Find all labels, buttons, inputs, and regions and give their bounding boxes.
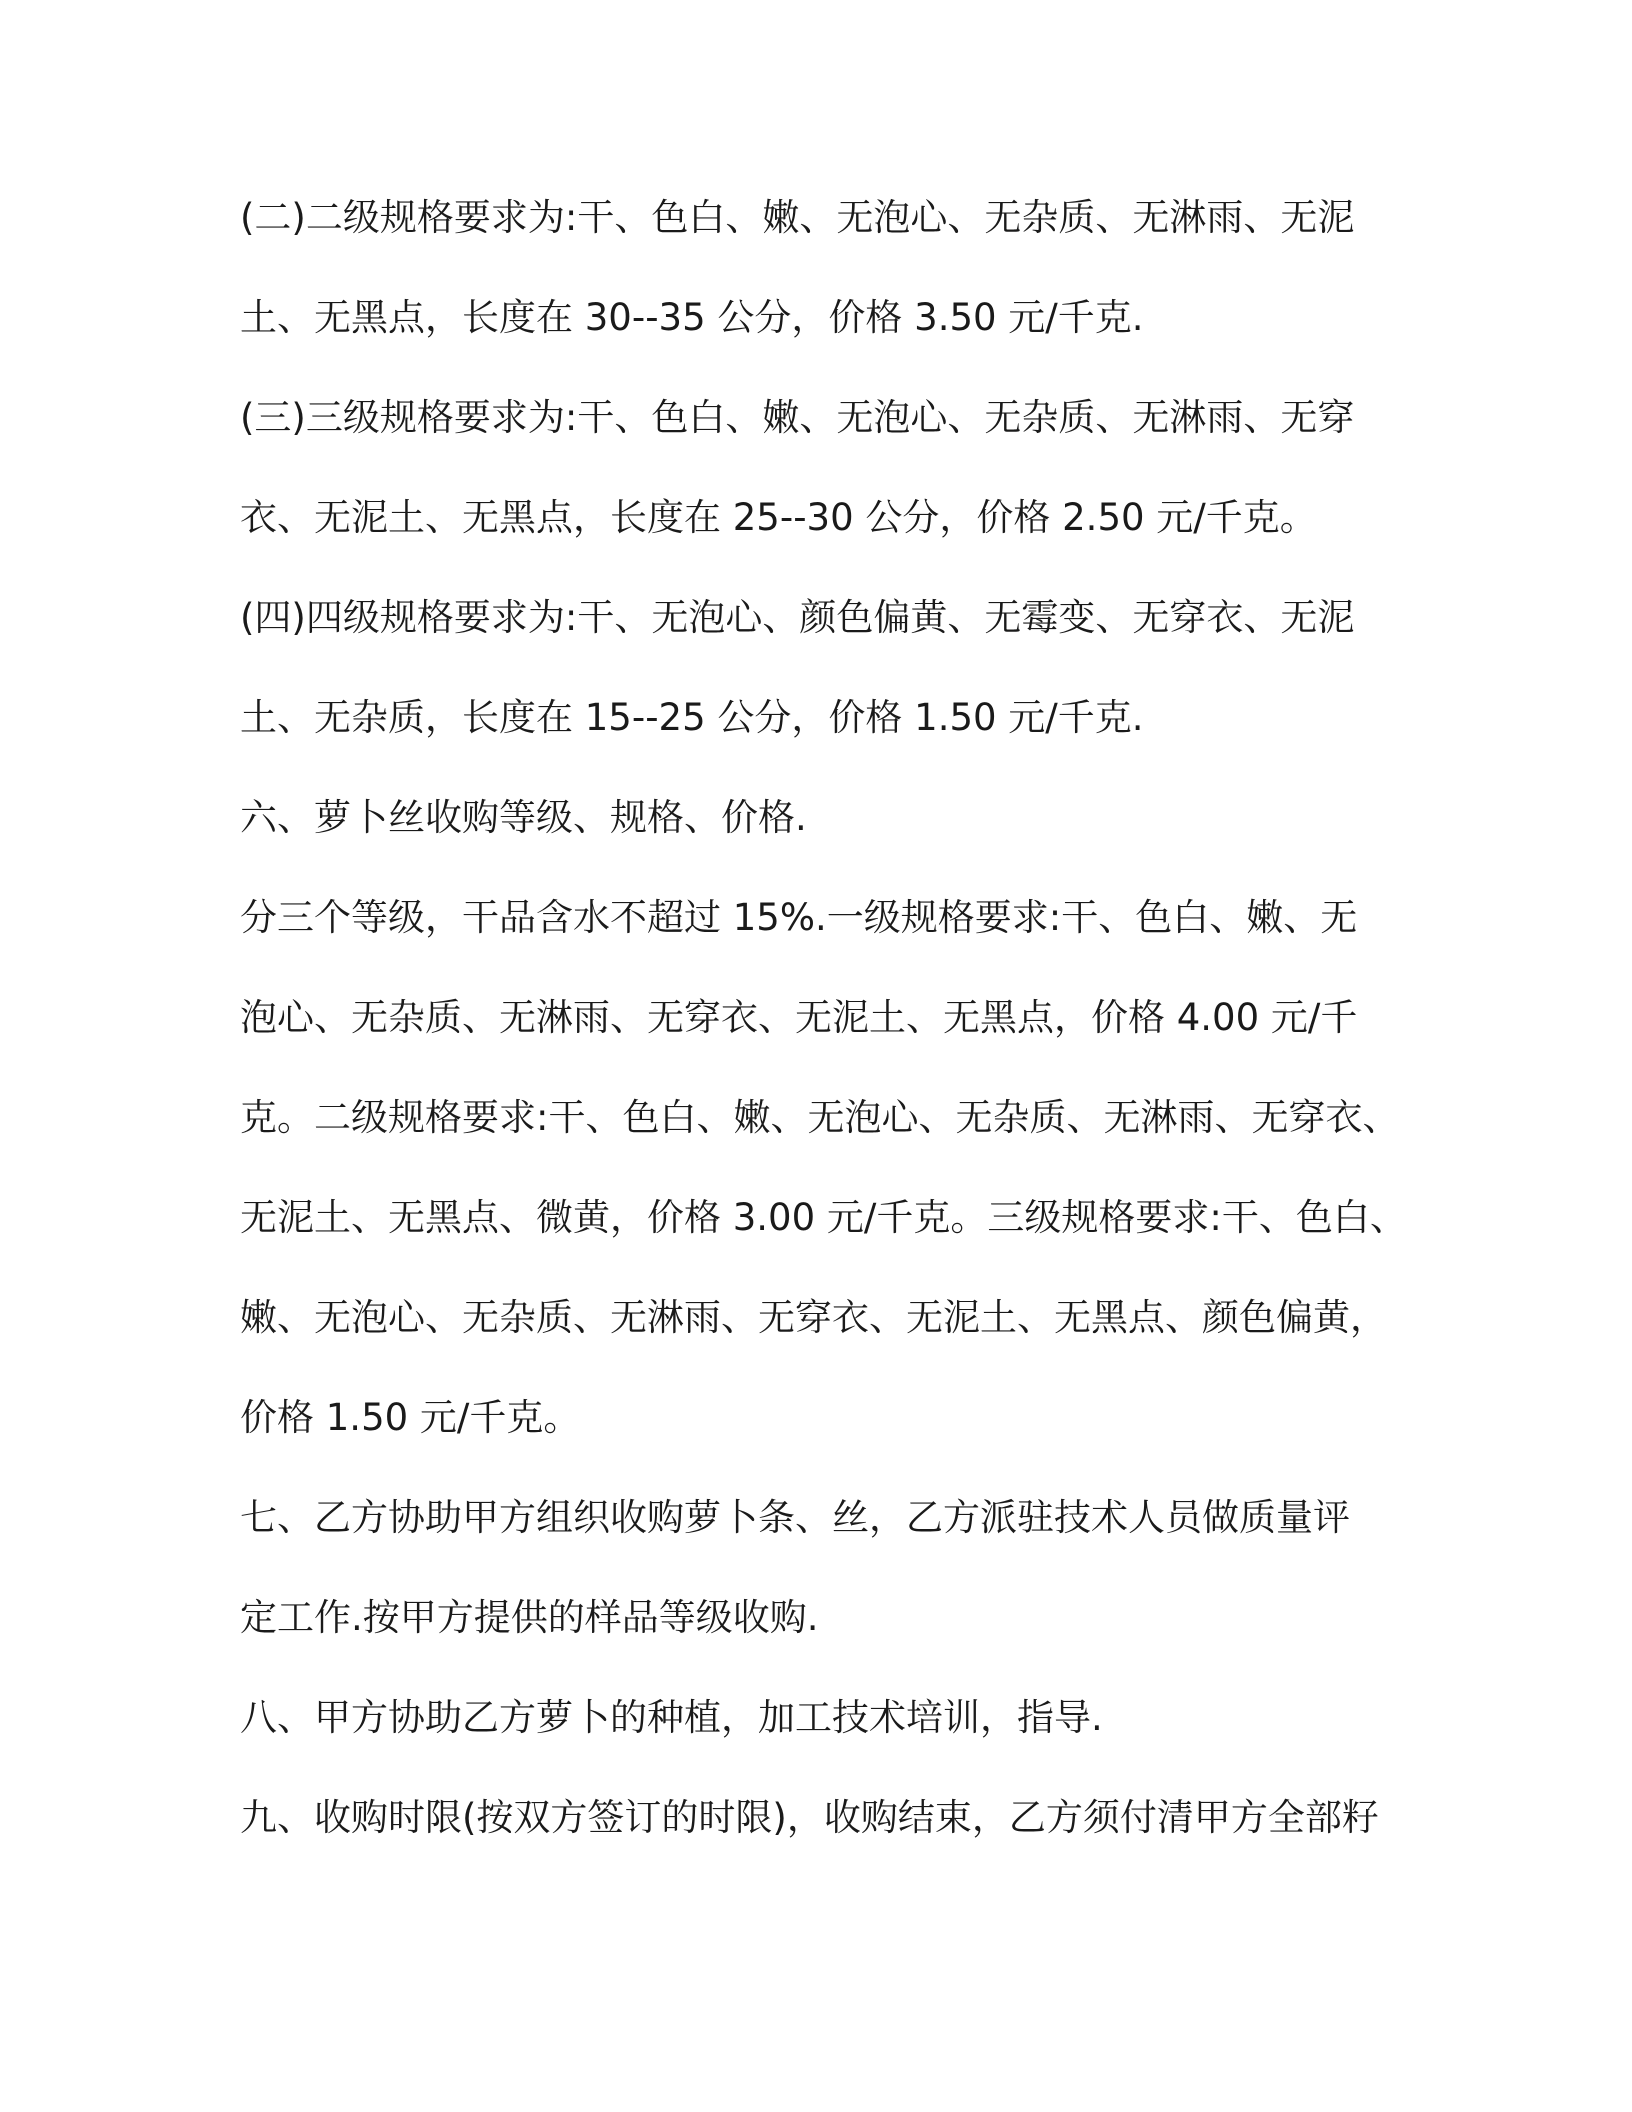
section-heading: 七、乙方协助甲方组织收购萝卜条、丝，乙方派驻技术人员做质量评 (240, 1496, 1350, 1539)
text-line: 嫩、无泡心、无杂质、无淋雨、无穿衣、无泥土、无黑点、颜色偏黄， (240, 1296, 1387, 1339)
text-line: 泡心、无杂质、无淋雨、无穿衣、无泥土、无黑点，价格 4.00 元/千 (240, 996, 1358, 1039)
text-line: 分三个等级，干品含水不超过 15%.一级规格要求:干、色白、嫩、无 (240, 896, 1358, 939)
section-heading: 八、甲方协助乙方萝卜的种植，加工技术培训，指导. (240, 1696, 1103, 1739)
text-line: 价格 1.50 元/千克。 (240, 1396, 581, 1439)
section-heading: 六、萝卜丝收购等级、规格、价格. (240, 796, 807, 839)
text-line: 衣、无泥土、无黑点，长度在 25--30 公分，价格 2.50 元/千克。 (240, 496, 1317, 539)
text-line: 无泥土、无黑点、微黄，价格 3.00 元/千克。三级规格要求:干、色白、 (240, 1196, 1407, 1239)
text-line: (二)二级规格要求为:干、色白、嫩、无泡心、无杂质、无淋雨、无泥 (240, 196, 1355, 239)
text-line: 土、无黑点，长度在 30--35 公分，价格 3.50 元/千克. (240, 296, 1144, 339)
text-line: (三)三级规格要求为:干、色白、嫩、无泡心、无杂质、无淋雨、无穿 (240, 396, 1355, 439)
text-line: 克。二级规格要求:干、色白、嫩、无泡心、无杂质、无淋雨、无穿衣、 (240, 1096, 1400, 1139)
text-line: 土、无杂质，长度在 15--25 公分，价格 1.50 元/千克. (240, 696, 1144, 739)
text-line: (四)四级规格要求为:干、无泡心、颜色偏黄、无霉变、无穿衣、无泥 (240, 596, 1355, 639)
section-heading: 九、收购时限(按双方签订的时限)，收购结束，乙方须付清甲方全部籽 (240, 1796, 1379, 1839)
text-line: 定工作.按甲方提供的样品等级收购. (240, 1596, 819, 1639)
